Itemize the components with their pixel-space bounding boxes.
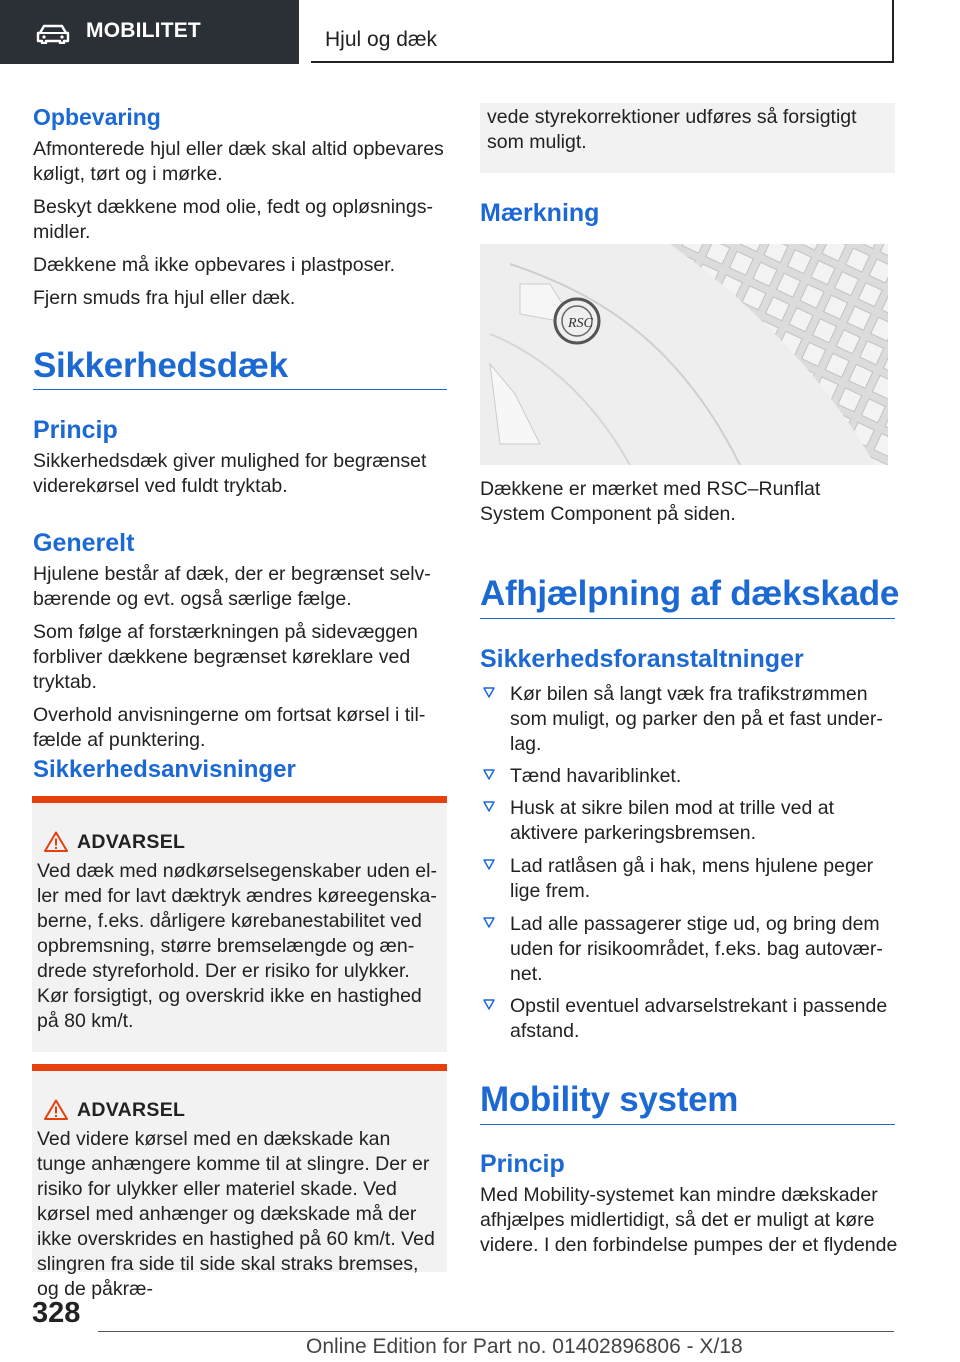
triangle-bullet-icon [482, 767, 496, 786]
page-number: 328 [32, 1297, 81, 1329]
heading-afhjaelpning: Afhjælpning af dækskade [480, 574, 899, 613]
heading-rule-3 [480, 1124, 895, 1125]
triangle-bullet-icon [482, 799, 496, 818]
triangle-bullet-icon [482, 685, 496, 704]
list-item-text: Tænd havariblinket. [510, 765, 682, 787]
opbevaring-paragraph-2: Beskyt dækkene mod olie, fedt og opløsningsmidler. [33, 196, 433, 243]
safety-bullet-list [482, 682, 896, 1052]
warning-continuation-box [480, 103, 895, 173]
warning-box-1 [32, 796, 447, 1052]
list-item-text: Lad alle passagerer stige ud, og bring dem uden for risikoområdet, f.eks. bag autoværnet. [510, 913, 883, 985]
footer-rule [98, 1331, 894, 1332]
warning-box-2 [32, 1064, 447, 1300]
warning-triangle-icon [44, 831, 68, 857]
heading-sikkerhedsforanstaltninger: Sikkerhedsforanstaltninger [480, 645, 804, 673]
generelt-paragraph-3: Overhold anvisningerne om fortsat kørsel i tilfælde af punktering. [33, 704, 426, 751]
generelt-section [33, 529, 451, 753]
section-label: MOBILITET [86, 19, 201, 42]
heading-generelt: Generelt [33, 529, 135, 557]
car-icon [36, 24, 70, 49]
warning-text-1: Ved dæk med nødkørselsegenskaber uden eller med for lavt dæktryk ændres køreegenskaberne, f.eks. dårligere kørebanestabilitet ved opbremsning, større bremselængde og ændrede styreforhold. Der er risiko for ulykker. Kør forsigtigt, og overskrid ikke en hastighed på 80 km/t. [37, 860, 437, 1032]
heading-princip: Princip [33, 416, 118, 444]
list-item-text: Lad ratlåsen gå i hak, mens hjulene peger lige frem. [510, 855, 874, 902]
maerkning-paragraph: Dækkene er mærket med RSC–Runflat System Component på siden. [480, 478, 821, 525]
generelt-paragraph-2: Som følge af forstærkningen på sidevæggen forbliver dækkene begrænset køreklare ved tryktab. [33, 621, 418, 693]
footer-edition-text: Online Edition for Part no. 01402896806 - X/18 [306, 1335, 743, 1358]
heading-mobility-princip: Princip [480, 1150, 565, 1178]
opbevaring-paragraph-1: Afmonterede hjul eller dæk skal altid opbevares køligt, tørt og i mørke. [33, 138, 444, 185]
warning-triangle-icon [44, 1099, 68, 1125]
generelt-paragraph-1: Hjulene består af dæk, der er begrænset selvbærende og evt. også særlige fælge. [33, 563, 431, 610]
svg-text:RSC: RSC [568, 316, 593, 331]
tire-image [480, 244, 888, 465]
opbevaring-paragraph-3: Dækkene må ikke opbevares i plastposer. [33, 254, 396, 276]
list-item-text: Husk at sikre bilen mod at trille ved at aktivere parkeringsbremsen. [510, 797, 835, 844]
chapter-header [311, 0, 894, 63]
heading-rule-2 [480, 618, 895, 619]
triangle-bullet-icon [482, 915, 496, 934]
triangle-bullet-icon [482, 857, 496, 876]
opbevaring-paragraph-4: Fjern smuds fra hjul eller dæk. [33, 287, 296, 309]
heading-mobility-system: Mobility system [480, 1080, 739, 1119]
mobility-paragraph: Med Mobility-systemet kan mindre dækskader afhjælpes midlertidigt, så det er muligt at køre videre. I den forbindelse pumpes der et flydende [480, 1184, 898, 1256]
warning-title-2: ADVARSEL [77, 1099, 186, 1121]
list-item-text: Kør bilen så langt væk fra trafikstrømmen som muligt, og parker den på et fast underlag. [510, 683, 883, 755]
list-item-text: Opstil eventuel advarselstrekant i passende afstand. [510, 995, 888, 1042]
princip-paragraph: Sikkerhedsdæk giver mulighed for begrænset viderekørsel ved fuldt tryktab. [33, 450, 427, 497]
heading-rule [33, 389, 447, 390]
heading-sikkerhedsanvisninger: Sikkerhedsanvisninger [33, 756, 296, 783]
princip-section [33, 416, 448, 499]
chapter-title: Hjul og dæk [325, 28, 438, 51]
heading-opbevaring: Opbevaring [33, 104, 161, 130]
warning-text-2: Ved videre kørsel med en dækskade kan tunge anhængere komme til at slingre. Der er risiko for ulykker eller materiel skade. Ved kørsel med anhænger og dækskade må der ikke overskrides en hastighed på 60 km/t. Ved slingren fra side til side skal straks bremses, og de påkræ- [37, 1128, 435, 1300]
section-tab [0, 0, 299, 64]
warning-title-1: ADVARSEL [77, 831, 186, 853]
triangle-bullet-icon [482, 997, 496, 1016]
heading-sikkerhedsdaek: Sikkerhedsdæk [33, 346, 288, 385]
heading-maerkning: Mærkning [480, 199, 600, 227]
left-column [33, 104, 448, 311]
warning-continuation-text: vede styrekorrektioner udføres så forsigtigt som muligt. [487, 106, 857, 153]
mobility-princip-section [480, 1150, 898, 1258]
